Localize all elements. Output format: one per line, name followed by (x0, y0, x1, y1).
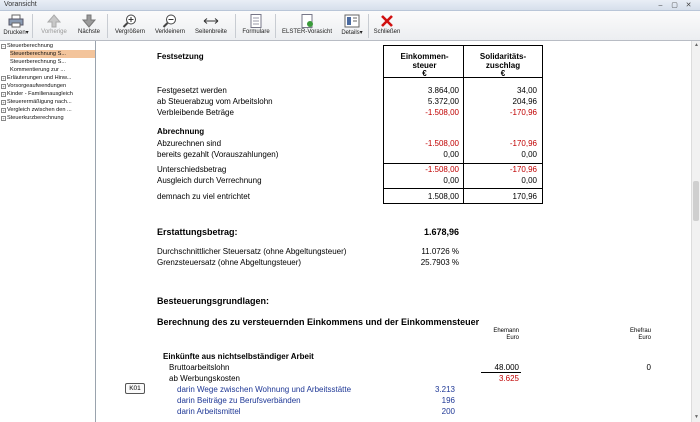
toolbar (0, 11, 700, 41)
bereits-gezahlt-label: bereits gezahlt (Vorauszahlungen) (157, 150, 279, 159)
close-icon (379, 14, 395, 28)
tree-item-vergleich[interactable]: + Vergleich zwischen den ... (1, 106, 72, 114)
toolbar-separator (235, 14, 236, 38)
darin-berufsverbaende-label: darin Beiträge zu Berufsverbänden (177, 396, 301, 405)
tree-item-steuerermaessigung[interactable]: + Steuerermäßigung nach... (1, 98, 72, 106)
unterschied-soli: -170,96 (509, 165, 537, 174)
scrollbar-thumb[interactable] (693, 181, 699, 221)
col-header-ehefrau: Ehefrau (629, 328, 651, 334)
col-header-einkommensteuer-3: € (422, 69, 427, 78)
page-width-button[interactable]: Seitenbreite (193, 12, 229, 40)
tree-item-steuerkurzberechnung[interactable]: + Steuerkurzberechnung (1, 114, 64, 122)
tree-item-kommentierung[interactable]: Kommentierung zur ... (10, 66, 65, 74)
werbungskosten-value: 3.625 (498, 374, 519, 383)
tree-item-steuerberechnung-2[interactable]: Steuerberechnung S... (10, 58, 66, 66)
document-page (97, 41, 691, 422)
col-header-soli-1: Solidaritäts- (479, 52, 527, 61)
tree-item-erlaeuterungen[interactable]: + Erläuterungen und Hinw... (1, 74, 71, 82)
expand-icon[interactable]: + (2, 107, 5, 113)
minimize-button[interactable]: – (658, 2, 663, 9)
row-festgesetzt-soli: 34,00 (516, 86, 537, 95)
expand-icon[interactable]: + (2, 83, 5, 89)
tree-item-steuerberechnung[interactable]: − Steuerberechnung (1, 42, 53, 50)
erstattungsbetrag-label: Erstattungsbetrag: (157, 227, 238, 237)
zoom-in-icon (122, 14, 138, 28)
darin-arbeitsmittel-value: 200 (441, 407, 455, 416)
durchschnitt-steuersatz-value: 11.0726 % (421, 247, 459, 256)
toolbar-separator (368, 14, 369, 38)
bereits-gezahlt-est: 0,00 (443, 150, 459, 159)
sum-underline (481, 372, 521, 373)
ausgleich-label: Ausgleich durch Verrechnung (157, 176, 262, 185)
col-header-soli-3: € (500, 69, 506, 78)
window-title: Voransicht (4, 1, 37, 8)
forms-button[interactable]: Formulare (240, 12, 272, 40)
elster-icon (299, 14, 315, 28)
maximize-button[interactable]: ▢ (671, 2, 678, 9)
ausgleich-soli: 0,00 (521, 176, 537, 185)
elster-preview-button[interactable]: ELSTER-Vorasicht (279, 12, 335, 40)
erstattungsbetrag-value: 1.678,96 (423, 227, 459, 237)
scroll-down-icon[interactable]: ▼ (694, 414, 699, 420)
zoom-out-icon (162, 14, 178, 28)
darin-arbeitsmittel-label: darin Arbeitsmittel (177, 407, 241, 416)
print-button[interactable]: Drucken▾ (2, 12, 30, 40)
toolbar-separator (32, 14, 33, 38)
demnach-soli: 170,96 (512, 192, 537, 201)
row-steuerabzug-est: 5.372,00 (427, 97, 459, 106)
brutto-ehemann: 48.000 (494, 363, 519, 372)
unterschied-label: Unterschiedsbetrag (157, 165, 227, 174)
grundlagen-title: Besteuerungsgrundlagen: (157, 296, 270, 306)
row-festgesetzt-label: Festgesetzt werden (157, 86, 227, 95)
expand-icon[interactable]: + (2, 75, 5, 81)
close-preview-button[interactable]: Schließen (372, 12, 402, 40)
tree-item-kinder[interactable]: + Kinder - Familienausgleich (1, 90, 73, 98)
col-header-einkommensteuer-1: Einkommen- (400, 52, 449, 61)
unterschied-est: -1.508,00 (425, 165, 459, 174)
navigation-tree (0, 41, 96, 422)
vertical-scrollbar[interactable] (691, 41, 700, 422)
toolbar-separator (275, 14, 276, 38)
page-width-icon (203, 14, 219, 28)
window-titlebar (0, 0, 700, 11)
tree-item-steuerberechnung-1[interactable]: Steuerberechnung S... (10, 50, 96, 58)
col-header-ehemann: Ehemann (493, 328, 519, 334)
grenzsteuersatz-label: Grenzsteuersatz (ohne Abgeltungsteuer) (157, 258, 302, 267)
chevron-down-icon: ▾ (359, 30, 363, 36)
row-verbleibend-est: -1.508,00 (425, 108, 459, 117)
abzurechnen-soli: -170,96 (509, 139, 537, 148)
close-window-button[interactable]: ✕ (685, 2, 692, 9)
row-festgesetzt-est: 3.864,00 (427, 86, 459, 95)
row-verbleibend-soli: -170,96 (509, 108, 537, 117)
tree-item-vorsorge[interactable]: + Vorsorgeaufwendungen (1, 82, 66, 90)
row-steuerabzug-label: ab Steuerabzug vom Arbeitslohn (157, 97, 273, 106)
brutto-label: Bruttoarbeitslohn (169, 363, 230, 372)
durchschnitt-steuersatz-label: Durchschnittlicher Steuersatz (ohne Abgeltungsteuer) (157, 247, 347, 256)
expand-icon[interactable]: + (2, 99, 5, 105)
expand-icon[interactable]: + (2, 115, 5, 121)
col-header-soli-2: zuschlag (485, 61, 521, 70)
printer-icon (8, 14, 24, 28)
col-header-ehefrau-unit: Euro (638, 335, 651, 341)
demnach-label: demnach zu viel entrichtet (157, 192, 250, 201)
row-steuerabzug-soli: 204,96 (512, 97, 537, 106)
scroll-up-icon[interactable]: ▲ (694, 42, 699, 48)
previous-page-button[interactable]: Vorherige (37, 12, 71, 40)
einkuenfte-heading: Einkünfte aus nichtselbständiger Arbeit (163, 352, 314, 361)
grundlagen-subtitle: Berechnung des zu versteuernden Einkommens und der Einkommensteuer (157, 317, 480, 327)
details-icon (344, 14, 360, 28)
col-header-einkommensteuer-2: steuer (412, 61, 437, 70)
ausgleich-est: 0,00 (443, 176, 459, 185)
abzurechnen-label: Abzurechnen sind (157, 139, 222, 148)
collapse-icon[interactable]: − (2, 43, 5, 49)
darin-wege-value: 3.213 (434, 385, 455, 394)
forms-icon (248, 14, 264, 28)
toolbar-separator (107, 14, 108, 38)
werbungskosten-label: ab Werbungskosten (169, 374, 241, 383)
table-border (383, 45, 384, 204)
expand-icon[interactable]: + (2, 91, 5, 97)
chevron-down-icon: ▾ (25, 30, 29, 36)
grenzsteuersatz-value: 25.7903 % (420, 258, 459, 267)
brutto-ehefrau: 0 (646, 363, 651, 372)
zoom-out-button[interactable]: Verkleinern (152, 12, 188, 40)
demnach-est: 1.508,00 (427, 192, 459, 201)
row-verbleibend-label: Verbleibende Beträge (157, 108, 234, 117)
abzurechnen-est: -1.508,00 (425, 139, 459, 148)
details-button[interactable]: Details▾ (339, 12, 365, 40)
darin-wege-label: darin Wege zwischen Wohnung und Arbeitsstätte (177, 385, 352, 394)
zoom-in-button[interactable]: Vergrößern (113, 12, 147, 40)
arrow-up-icon (46, 14, 62, 28)
k01-tag[interactable]: K01 (125, 383, 145, 394)
darin-berufsverbaende-value: 196 (441, 396, 455, 405)
table-border (542, 45, 543, 204)
bereits-gezahlt-soli: 0,00 (521, 150, 537, 159)
arrow-down-icon (81, 14, 97, 28)
abrechnung-title: Abrechnung (157, 127, 205, 136)
next-page-button[interactable]: Nächste (74, 12, 104, 40)
festsetzung-title: Festsetzung (157, 52, 204, 61)
col-header-ehemann-unit: Euro (506, 335, 519, 341)
